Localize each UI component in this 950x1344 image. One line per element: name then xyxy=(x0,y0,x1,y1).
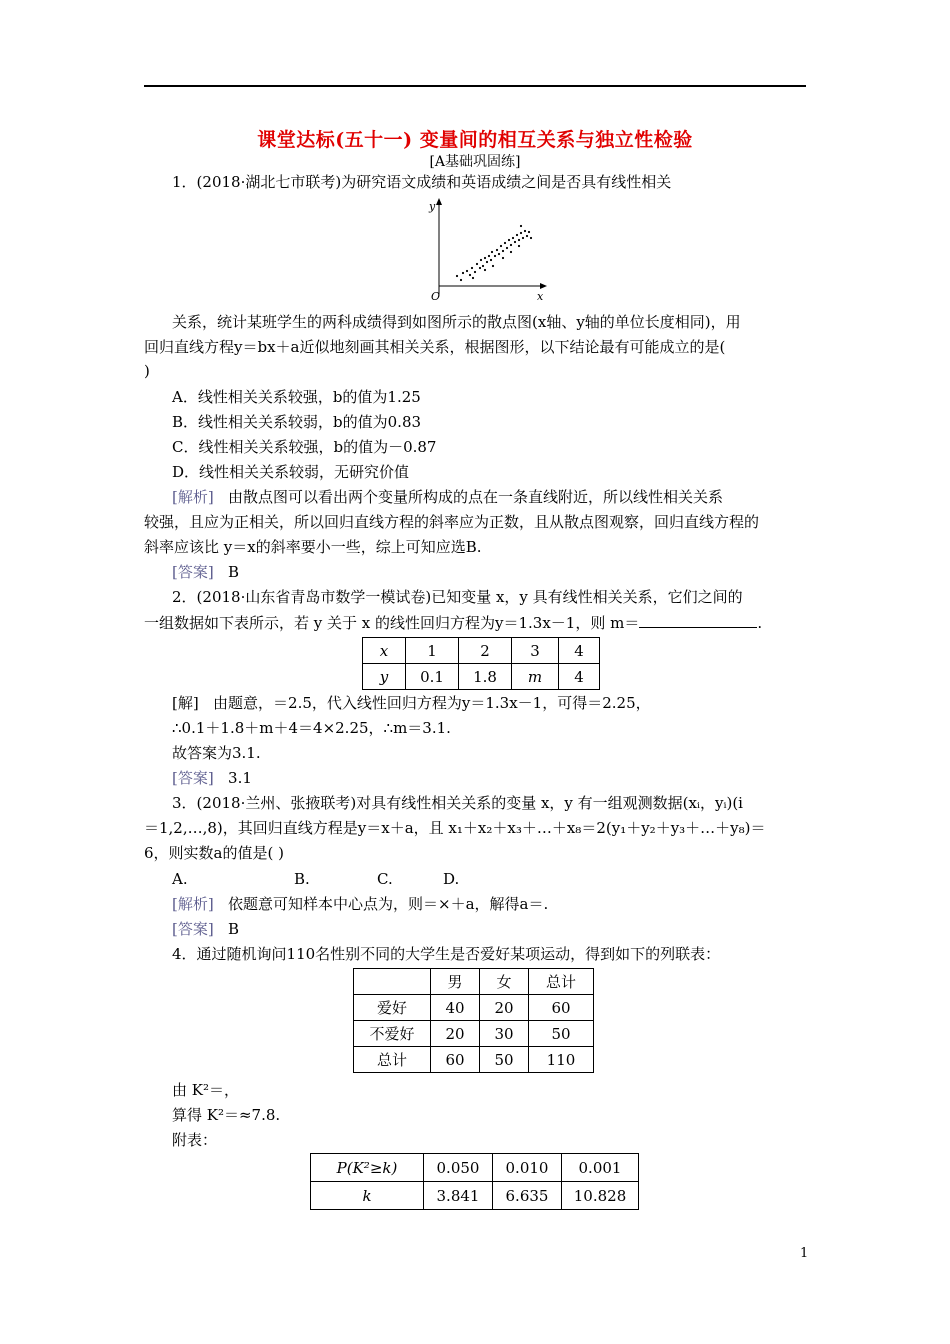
table-cell: 6.635 xyxy=(493,1182,562,1210)
table-row xyxy=(311,1182,639,1210)
table-cell: 30 xyxy=(480,1021,529,1047)
q3-analysis-tag: [解析] xyxy=(172,895,214,913)
q2-answer-line xyxy=(172,769,252,787)
scatter-points xyxy=(456,225,532,281)
y-axis-arrow xyxy=(436,198,442,205)
table-cell: 60 xyxy=(529,995,594,1021)
q1-option-d: D．线性相关关系较弱，无研究价值 xyxy=(172,463,410,481)
q1-analysis-line3: 斜率应该比 y＝x的斜率要小一些，综上可知应选B. xyxy=(144,538,482,556)
q2-answer: 3.1 xyxy=(228,769,252,787)
table-cell: k xyxy=(311,1182,424,1210)
q1-analysis-text1: 由散点图可以看出两个变量所构成的点在一条直线附近，所以线性相关关系 xyxy=(228,488,724,506)
q1-answer-line xyxy=(172,563,239,581)
x-axis-label: x xyxy=(537,290,544,303)
page-number: 1 xyxy=(800,1246,809,1261)
table-cell: 0.1 xyxy=(406,664,459,690)
q2-stem-end: . xyxy=(757,614,763,632)
q3-option-a: A. xyxy=(172,870,188,888)
q3-option-d: D. xyxy=(443,870,460,888)
q1-stem-line3: 回归直线方程y＝bx＋a近似地刻画其相关关系，根据图形，以下结论最有可能成立的是( xyxy=(144,338,726,356)
header-rule xyxy=(144,85,806,87)
table-cell: 2 xyxy=(459,638,512,664)
q1-option-c: C．线性相关关系较强，b的值为－0.87 xyxy=(172,438,437,456)
section-subtitle: [A基础巩固练] xyxy=(429,154,521,170)
table-cell: y xyxy=(363,664,406,690)
table-cell: P(K²≥k) xyxy=(311,1154,424,1182)
q4-stem-line1: 4．通过随机询问110名性别不同的大学生是否爱好某项运动，得到如下的列联表： xyxy=(172,945,721,963)
q1-option-a: A．线性相关关系较强，b的值为1.25 xyxy=(172,388,421,406)
table-cell: 0.050 xyxy=(424,1154,493,1182)
x-axis-arrow xyxy=(540,283,547,289)
q2-stem-text: 一组数据如下表所示，若 y 关于 x 的线性回归方程为y＝1.3x－1，则 m＝ xyxy=(144,614,640,632)
q4-formula-line: 由 K²＝， xyxy=(172,1081,239,1099)
table-cell: 4 xyxy=(559,638,600,664)
table-cell: 1 xyxy=(406,638,459,664)
origin-label: O xyxy=(431,290,441,303)
q2-answer-blank xyxy=(639,613,757,628)
q1-stem-line4: ) xyxy=(144,362,150,380)
table-cell: 20 xyxy=(480,995,529,1021)
q3-analysis-text: 依题意可知样本中心点为，则＝×＋a，解得a＝. xyxy=(228,895,549,913)
table-cell: 总计 xyxy=(354,1047,431,1073)
q1-analysis-line1 xyxy=(172,488,723,506)
q1-answer: B xyxy=(228,563,240,581)
q2-solution-line1 xyxy=(172,694,651,712)
table-cell: 1.8 xyxy=(459,664,512,690)
table-cell: 50 xyxy=(480,1047,529,1073)
table-cell: 110 xyxy=(529,1047,594,1073)
q2-solution-line2: ∴0.1＋1.8＋m＋4＝4×2.25，∴m＝3.1. xyxy=(172,719,451,737)
q4-reference-table xyxy=(310,1153,639,1210)
q2-solution-line3: 故答案为3.1. xyxy=(172,744,261,762)
q1-option-b: B．线性相关关系较弱，b的值为0.83 xyxy=(172,413,422,431)
q3-option-c: C. xyxy=(377,870,393,888)
table-row xyxy=(363,664,600,690)
table-cell: 总计 xyxy=(529,969,594,995)
y-axis-label: y xyxy=(429,200,436,213)
table-cell xyxy=(354,969,431,995)
table-cell: 0.010 xyxy=(493,1154,562,1182)
table-row xyxy=(354,995,594,1021)
table-cell: 50 xyxy=(529,1021,594,1047)
table-cell: 3 xyxy=(512,638,559,664)
q3-option-b: B. xyxy=(294,870,310,888)
table-cell: 20 xyxy=(431,1021,480,1047)
q2-data-table xyxy=(362,637,600,690)
q3-answer-line xyxy=(172,920,239,938)
table-row xyxy=(354,969,594,995)
q1-answer-tag: [答案] xyxy=(172,563,214,581)
q1-analysis-line2: 较强，且应为正相关，所以回归直线方程的斜率应为正数，且从散点图观察，回归直线方程的 xyxy=(144,513,760,531)
q3-stem-line2: ＝1,2,…,8)，其回归直线方程是y＝x＋a，且 x₁＋x₂＋x₃＋…＋x₈＝2(y₁＋y₂＋y₃＋…＋y₈)＝ xyxy=(144,819,766,837)
table-cell: 40 xyxy=(431,995,480,1021)
q1-analysis-tag: [解析] xyxy=(172,488,214,506)
page-title: 课堂达标(五十一) 变量间的相互关系与独立性检验 xyxy=(257,129,693,151)
q1-stem-line2: 关系，统计某班学生的两科成绩得到如图所示的散点图(x轴、y轴的单位长度相同)，用 xyxy=(172,313,741,331)
table-cell: 60 xyxy=(431,1047,480,1073)
table-cell: 不爱好 xyxy=(354,1021,431,1047)
table-cell: 4 xyxy=(559,664,600,690)
table-row xyxy=(354,1047,594,1073)
table-cell: 爱好 xyxy=(354,995,431,1021)
q4-contingency-table xyxy=(353,968,594,1073)
table-row xyxy=(311,1154,639,1182)
table-cell: 女 xyxy=(480,969,529,995)
table-cell: 0.001 xyxy=(562,1154,639,1182)
q4-appendix-label: 附表： xyxy=(172,1131,218,1149)
q3-answer: B xyxy=(228,920,240,938)
q1-stem-line1: 1．(2018·湖北七市联考)为研究语文成绩和英语成绩之间是否具有线性相关 xyxy=(172,173,672,191)
q2-solution-tag: [解] xyxy=(172,694,199,712)
q2-answer-tag: [答案] xyxy=(172,769,214,787)
table-row xyxy=(354,1021,594,1047)
table-cell: x xyxy=(363,638,406,664)
q4-result-line: 算得 K²＝≈7.8. xyxy=(172,1106,281,1124)
table-cell: 10.828 xyxy=(562,1182,639,1210)
table-row xyxy=(363,638,600,664)
q3-stem-line3: 6，则实数a的值是( ) xyxy=(144,844,284,862)
q3-stem-line1: 3．(2018·兰州、张掖联考)对具有线性相关关系的变量 x，y 有一组观测数据(xᵢ，yᵢ)(i xyxy=(172,794,743,812)
table-cell: 男 xyxy=(431,969,480,995)
q2-stem-line1: 2．(2018·山东省青岛市数学一模试卷)已知变量 x，y 具有线性相关关系，它们之间的 xyxy=(172,588,743,606)
q3-analysis-line xyxy=(172,895,548,913)
table-cell: 3.841 xyxy=(424,1182,493,1210)
q2-stem-line2 xyxy=(144,613,762,632)
q3-answer-tag: [答案] xyxy=(172,920,214,938)
q2-solution-text1: 由题意，＝2.5，代入线性回归方程为y＝1.3x－1，可得＝2.25， xyxy=(213,694,651,712)
q1-scatter-plot xyxy=(425,196,555,306)
table-cell: m xyxy=(512,664,559,690)
